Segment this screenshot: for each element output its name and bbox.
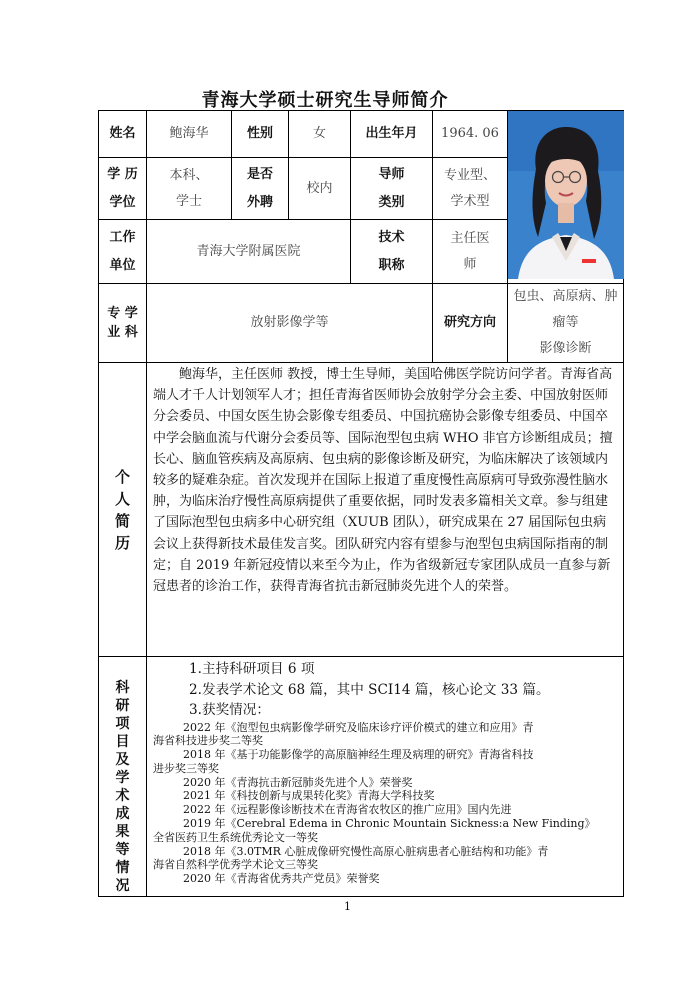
major-value: 放射影像学等 bbox=[147, 284, 433, 363]
research-awards-heading: 3.获奖情况： bbox=[189, 702, 270, 718]
name-label: 姓名 bbox=[99, 111, 147, 158]
workplace-value: 青海大学附属医院 bbox=[147, 220, 351, 284]
birth-label: 出生年月 bbox=[351, 111, 433, 158]
supervisor-type-label: 导师 类别 bbox=[351, 158, 433, 220]
name-value: 鲍海华 bbox=[147, 111, 232, 158]
workplace-label: 工作 单位 bbox=[99, 220, 147, 284]
award-item: 2021 年《科技创新与成果转化奖》青海大学科技奖 bbox=[183, 789, 435, 803]
education-value: 本科、 学士 bbox=[147, 158, 232, 220]
award-item: 2018 年《3.0TMR 心脏成像研究慢性高原心脏病患者心脏结构和功能》青 海省自然科学优秀学术论文三等奖 bbox=[153, 844, 549, 872]
award-item: 2020 年《青海抗击新冠肺炎先进个人》荣誉奖 bbox=[183, 775, 413, 789]
research-projects: 1.主持科研项目 6 项 bbox=[189, 661, 315, 677]
bio-label: 个 人 简 历 bbox=[99, 363, 147, 657]
award-item: 2019 年《Cerebral Edema in Chronic Mountain Sickness:a New Finding》 全省医药卫生系统优秀论文一等奖 bbox=[153, 817, 596, 844]
external-label: 是否 外聘 bbox=[232, 158, 289, 220]
research-content bbox=[147, 657, 624, 897]
page-title: 青海大学硕士研究生导师简介 bbox=[201, 90, 449, 111]
job-title-label: 技术 职称 bbox=[351, 220, 433, 284]
page-number: 1 bbox=[344, 900, 351, 913]
gender-value: 女 bbox=[289, 111, 351, 158]
award-item: 2022 年《远程影像诊断技术在青海省农牧区的推广应用》国内先进 bbox=[183, 803, 512, 817]
award-list bbox=[153, 721, 619, 887]
birth-value: 1964. 06 bbox=[433, 111, 508, 158]
award-item: 2018 年《基于功能影像学的高原脑神经生理及病理的研究》青海省科技 进步奖三等奖 bbox=[153, 748, 534, 775]
research-papers: 2.发表学术论文 68 篇，其中 SCI14 篇，核心论文 33 篇。 bbox=[189, 681, 550, 698]
award-item: 2020 年《青海省优秀共产党员》荣誉奖 bbox=[183, 872, 380, 886]
profile-table bbox=[98, 110, 624, 897]
gender-label: 性别 bbox=[232, 111, 289, 158]
research-label: 科 研 项 目 及 学 术 成 果 等 情 况 bbox=[99, 657, 147, 897]
major-label: 专 学 业 科 bbox=[99, 284, 147, 363]
research-direction-value: 包虫、高原病、肿瘤等 影像诊断 bbox=[508, 284, 624, 363]
education-label: 学 历 学位 bbox=[99, 158, 147, 220]
external-value: 校内 bbox=[289, 158, 351, 220]
award-item: 2022 年《泡型包虫病影像学研究及临床诊疗评价模式的建立和应用》青 海省科技进步奖二等奖 bbox=[153, 720, 534, 748]
portrait-photo bbox=[508, 111, 624, 279]
photo-cell bbox=[508, 111, 624, 284]
job-title-value: 主任医 师 bbox=[433, 220, 508, 284]
bio-text: 鲍海华，主任医师 教授，博士生导师，美国哈佛医学院访问学者。青海省高端人才千人计划领军人才；担任青海省医师协会放射学分会主委、中国放射医师分会委员、中国女医生协会影像专组委员、中国抗癌协会影像专组委员、中国卒中学会脑血流与代谢分会委员等、国际泡型包虫病 WHO 非官方诊断组成员；擅长心、脑血管疾病及高原病、包虫病的影像诊断及研究，为临床解决了该领域内较多的疑难杂症。首次发现并在国际上报道了重度慢性高原病可导致弥漫性脑水肿，为临床治疗慢性高原病提供了重要依据，同时发表多篇相关文章。参与组建了国际泡型包虫病多中心研究组（XUUB 团队），研究成果在 27 届国际包虫病会议上获得新技术最佳发言奖。团队研究内容有望参与泡型包虫病国际指南的制定；自 2019 年新冠疫情以来至今为止，作为省级新冠专家团队成员一直参与新冠患者的诊治工作，获得青海省抗击新冠肺炎先进个人的荣誉。 bbox=[147, 363, 624, 657]
research-direction-label: 研究方向 bbox=[433, 284, 508, 363]
supervisor-type-value: 专业型、 学术型 bbox=[433, 158, 508, 220]
